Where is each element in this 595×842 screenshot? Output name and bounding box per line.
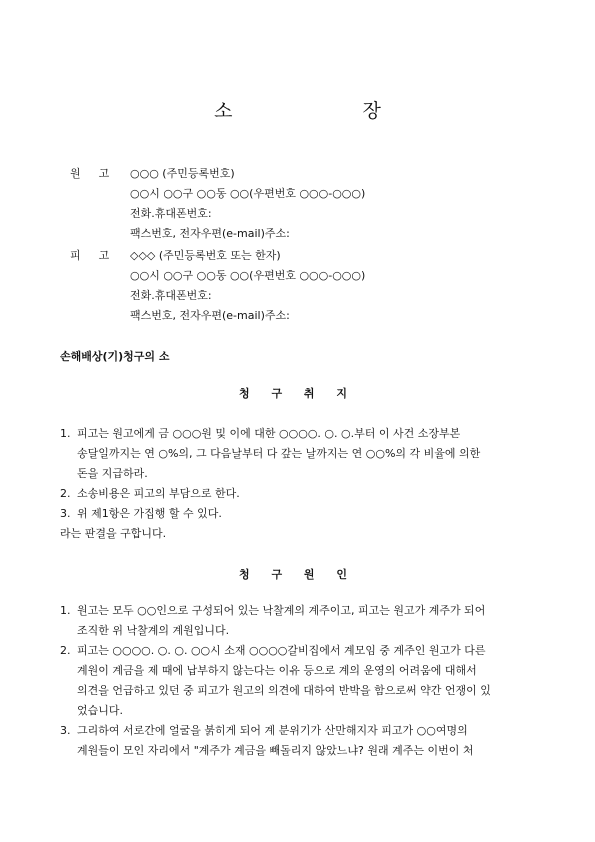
claim-cause-item xyxy=(60,721,538,761)
defendant-fax-email: 팩스번호, 전자우편(e-mail)주소: xyxy=(130,309,290,322)
claim-purpose-item xyxy=(60,424,538,484)
defendant-role: 피고 xyxy=(70,249,128,262)
claim-cause-heading: 청 구 원 인 xyxy=(239,568,356,581)
claim-cause-list xyxy=(60,601,538,761)
case-title: 손해배상(기)청구의 소 xyxy=(60,350,170,363)
claim-purpose-list xyxy=(60,424,538,544)
defendant-address: ○○시 ○○구 ○○동 ○○(우편번호 ○○○-○○○) xyxy=(130,269,366,282)
defendant-block xyxy=(70,246,540,326)
plaintiff-fax-email: 팩스번호, 전자우편(e-mail)주소: xyxy=(130,227,290,240)
item-text: 원고는 모두 ○○인으로 구성되어 있는 낙찰계의 계주이고, 피고는 원고가 계주가 되어 조직한 위 낙찰계의 계원입니다. xyxy=(77,604,486,637)
item-text: 소송비용은 피고의 부담으로 한다. xyxy=(77,487,240,500)
defendant-phone: 전화.휴대폰번호: xyxy=(130,289,212,302)
claim-cause-item xyxy=(60,601,538,641)
plaintiff-address: ○○시 ○○구 ○○동 ○○(우편번호 ○○○-○○○) xyxy=(130,187,366,200)
plaintiff-block xyxy=(70,164,540,244)
item-text: 그리하여 서로간에 얼굴을 붉히게 되어 계 분위기가 산만해지자 피고가 ○○여명의 계원들이 모인 자리에서 "계주가 계금을 빼돌리지 않았느냐? 원래 계주는 이번이 처 xyxy=(77,724,474,757)
item-number: 1. xyxy=(60,427,71,440)
claim-cause-item xyxy=(60,641,538,721)
claim-purpose-item xyxy=(60,504,538,524)
defendant-name: ◇◇◇ (주민등록번호 또는 한자) xyxy=(130,249,281,262)
item-text: 피고는 ○○○○. ○. ○. ○○시 소재 ○○○○갈비집에서 계모임 중 계주인 원고가 다른 계원이 계금을 제 때에 납부하지 않는다는 이유 등으로 계의 운영의 어려움에 대해서 의견을 언급하고 있던 중 피고가 원고의 의견에 대하여 반박을 함으로써 약간 언쟁이 있 었습니다. xyxy=(77,644,491,717)
claim-purpose-closing: 라는 판결을 구합니다. xyxy=(60,527,167,540)
item-text: 위 제1항은 가집행 할 수 있다. xyxy=(77,507,222,520)
claim-purpose-heading: 청 구 취 지 xyxy=(239,387,356,400)
plaintiff-phone: 전화.휴대폰번호: xyxy=(130,207,212,220)
plaintiff-name: ○○○ (주민등록번호) xyxy=(130,167,235,180)
document-title: 소 장 xyxy=(214,100,443,122)
plaintiff-role: 원고 xyxy=(70,167,128,180)
item-number: 3. xyxy=(60,507,71,520)
item-text: 피고는 원고에게 금 ○○○원 및 이에 대한 ○○○○. ○. ○.부터 이 사건 소장부본 송달일까지는 연 ○%의, 그 다음날부터 다 갚는 날까지는 연 ○○%의 각 비율에 의한 돈을 지급하라. xyxy=(77,427,481,480)
item-number: 2. xyxy=(60,644,71,657)
item-number: 3. xyxy=(60,724,71,737)
claim-purpose-item xyxy=(60,484,538,504)
item-number: 2. xyxy=(60,487,71,500)
item-number: 1. xyxy=(60,604,71,617)
